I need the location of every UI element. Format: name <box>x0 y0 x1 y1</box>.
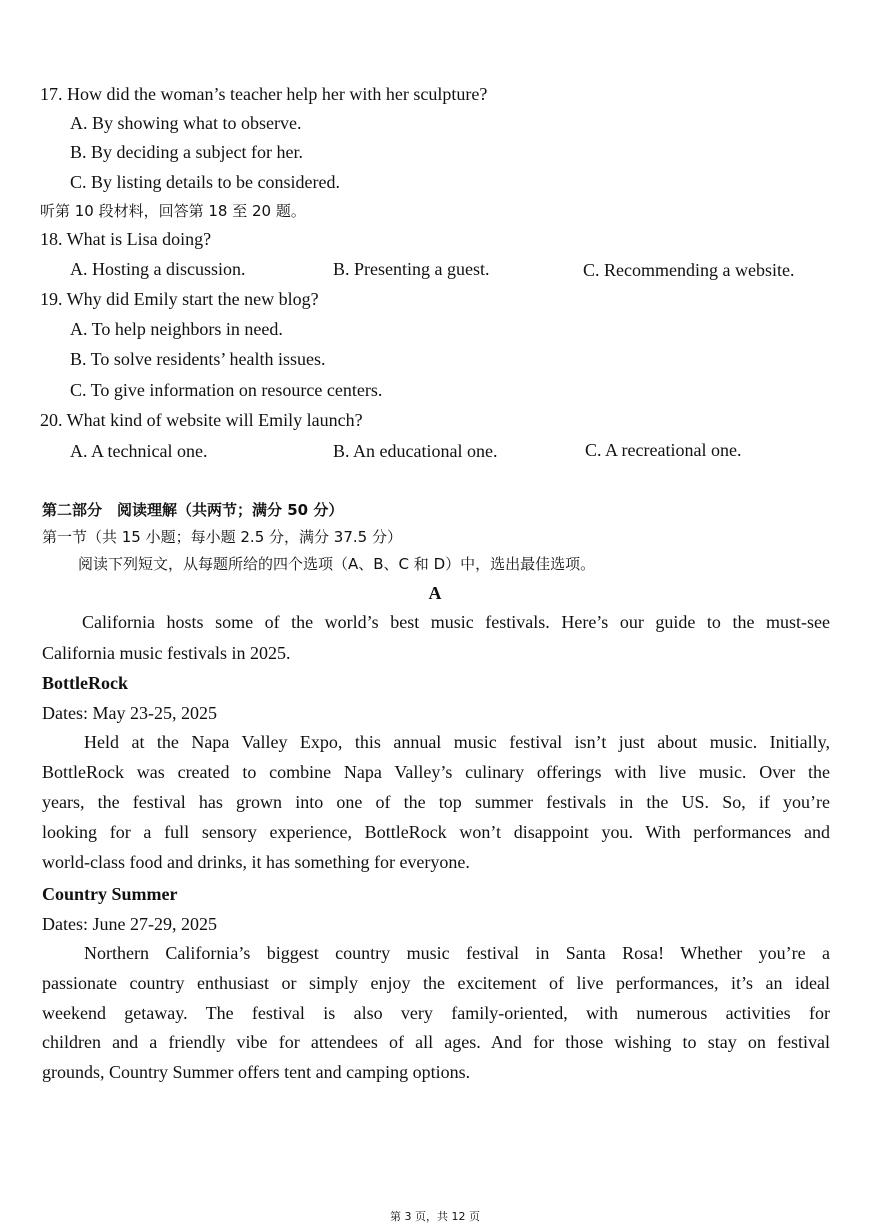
festival-1-dates: Dates: May 23-25, 2025 <box>42 703 217 723</box>
question-18-option-b: B. Presenting a guest. <box>333 259 490 279</box>
question-18-stem: 18. What is Lisa doing? <box>40 229 212 249</box>
listening-instruction-10: 听第 10 段材料，回答第 18 至 20 题。 <box>40 202 306 220</box>
section-1-heading: 第一节（共 15 小题；每小题 2.5 分，满分 37.5 分） <box>42 528 402 546</box>
part-2-heading: 第二部分 阅读理解（共两节；满分 50 分） <box>42 501 344 519</box>
page-number-footer: 第 3 页，共 12 页 <box>390 1210 480 1223</box>
question-17-option-c: C. By listing details to be considered. <box>70 172 340 192</box>
question-20-option-a: A. A technical one. <box>70 441 208 461</box>
reading-instruction: 阅读下列短文，从每题所给的四个选项（A、B、C 和 D）中，选出最佳选项。 <box>78 555 596 573</box>
festival-2-line-2: passionate country enthusiast or simply enjoy the excitement of live performances, it’s an ideal <box>42 973 830 993</box>
festival-1-line-4: looking for a full sensory experience, BottleRock won’t disappoint you. With performances and <box>42 822 830 842</box>
festival-2-line-5: grounds, Country Summer offers tent and camping options. <box>42 1062 471 1082</box>
question-19-option-b: B. To solve residents’ health issues. <box>70 349 326 369</box>
question-20-option-c: C. A recreational one. <box>585 440 742 460</box>
question-18-option-a: A. Hosting a discussion. <box>70 259 246 279</box>
question-20-stem: 20. What kind of website will Emily launch? <box>40 410 363 430</box>
question-19-option-c: C. To give information on resource centers. <box>70 380 383 400</box>
question-18-option-c: C. Recommending a website. <box>583 260 795 280</box>
festival-2-line-3: weekend getaway. The festival is also very family-oriented, with numerous activities for <box>42 1003 830 1023</box>
passage-intro-line-1: California hosts some of the world’s best music festivals. Here’s our guide to the must-see <box>82 612 830 632</box>
festival-2-line-4: children and a friendly vibe for attendees of all ages. And for those wishing to stay on festival <box>42 1032 830 1052</box>
question-17-option-a: A. By showing what to observe. <box>70 113 302 133</box>
question-19-stem: 19. Why did Emily start the new blog? <box>40 289 319 309</box>
passage-label: A <box>428 583 442 603</box>
festival-1-line-5: world-class food and drinks, it has something for everyone. <box>42 852 470 872</box>
festival-2-name: Country Summer <box>42 884 178 904</box>
question-20-option-b: B. An educational one. <box>333 441 498 461</box>
question-17-option-b: B. By deciding a subject for her. <box>70 142 303 162</box>
festival-1-name: BottleRock <box>42 673 128 693</box>
passage-intro-line-2: California music festivals in 2025. <box>42 643 291 663</box>
festival-1-line-2: BottleRock was created to combine Napa Valley’s culinary offerings with live music. Over the <box>42 762 830 782</box>
festival-2-line-1: Northern California’s biggest country music festival in Santa Rosa! Whether you’re a <box>84 943 830 963</box>
festival-2-dates: Dates: June 27-29, 2025 <box>42 914 217 934</box>
festival-1-line-1: Held at the Napa Valley Expo, this annual music festival isn’t just about music. Initially, <box>84 732 830 752</box>
festival-1-line-3: years, the festival has grown into one of the top summer festivals in the US. So, if you’re <box>42 792 830 812</box>
question-17-stem: 17. How did the woman’s teacher help her with her sculpture? <box>40 84 488 104</box>
question-19-option-a: A. To help neighbors in need. <box>70 319 283 339</box>
